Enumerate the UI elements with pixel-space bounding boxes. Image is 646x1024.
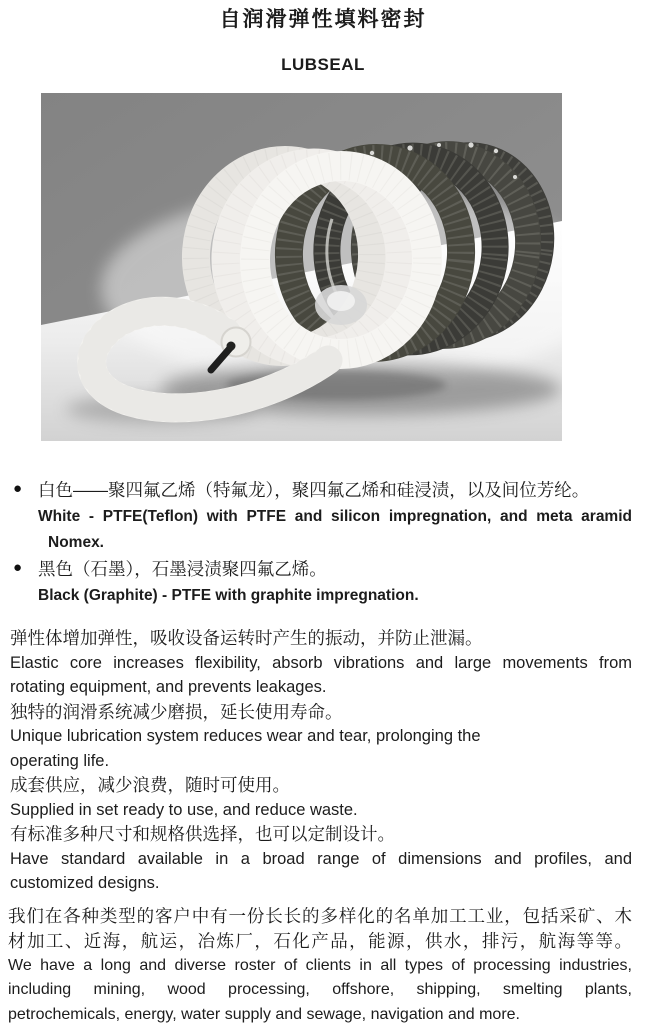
product-photo [41,93,562,441]
clients-zh-text: 材加工、近海，航运，冶炼厂，石化产品，能源，供水，排污，航海等等。 [8,930,632,951]
elastic-core-face [227,342,236,351]
bullet-icon: ● [13,559,23,576]
product-photo-illustration [41,93,562,441]
bullet-en-text: Black (Graphite) - PTFE with graphite impregnation. [38,587,419,604]
bullet-zh-text: 白色——聚四氟乙烯（特氟龙），聚四氟乙烯和硅浸渍，以及间位芳纶。 [38,480,590,500]
feature-paragraphs [10,626,632,896]
bullet-en-text: White - PTFE(Teflon) with PTFE and silicon impregnation, and meta aramid [38,508,632,525]
feature-en-text: operating life. [10,751,110,770]
page-subtitle: LUBSEAL [281,55,365,74]
feature-en-text: customized designs. [10,874,160,892]
list-item-black-material [10,556,632,609]
bullet-zh-text: 黑色（石墨），石墨浸渍聚四氟乙烯。 [38,559,327,579]
feature-en-text: Unique lubrication system reduces wear and tear, prolonging the [10,727,481,745]
feature-zh-text: 有标准多种尺寸和规格供选择，也可以定制设计。 [10,824,395,844]
feature-zh-text: 弹性体增加弹性，吸收设备运转时产生的振动，并防止泄漏。 [10,628,483,648]
feature-en-text: Supplied in set ready to use, and reduce waste. [10,800,358,819]
feature-en-text: Elastic core increases flexibility, absorb vibrations and large movements from [10,653,632,672]
feature-en-text: Have standard available in a broad range of dimensions and profiles, and [10,849,632,868]
feature-zh-text: 独特的润滑系统减少磨损，延长使用寿命。 [10,701,343,722]
feature-zh-text: 成套供应，减少浪费，随时可使用。 [10,775,290,795]
page-title: 自润滑弹性填料密封 [219,8,427,31]
bullet-icon: ● [13,480,23,497]
clients-en-text: including mining, wood processing, offshore, shipping, smelting plants, [8,981,632,998]
clients-paragraph [8,904,632,1024]
clients-en-text: petrochemicals, energy, water supply and sewage, navigation and more. [8,1005,520,1023]
clients-zh-text: 我们在各种类型的客户中有一份长长的多样化的名单加工工业，包括采矿、木 [8,905,632,926]
material-bullet-list [10,477,632,609]
list-item-white-material [10,477,632,556]
clients-en-text: We have a long and diverse roster of clients in all types of processing industries, [8,956,632,974]
bullet-en-text: Nomex. [48,534,104,551]
feature-en-text: rotating equipment, and prevents leakages. [10,678,327,696]
